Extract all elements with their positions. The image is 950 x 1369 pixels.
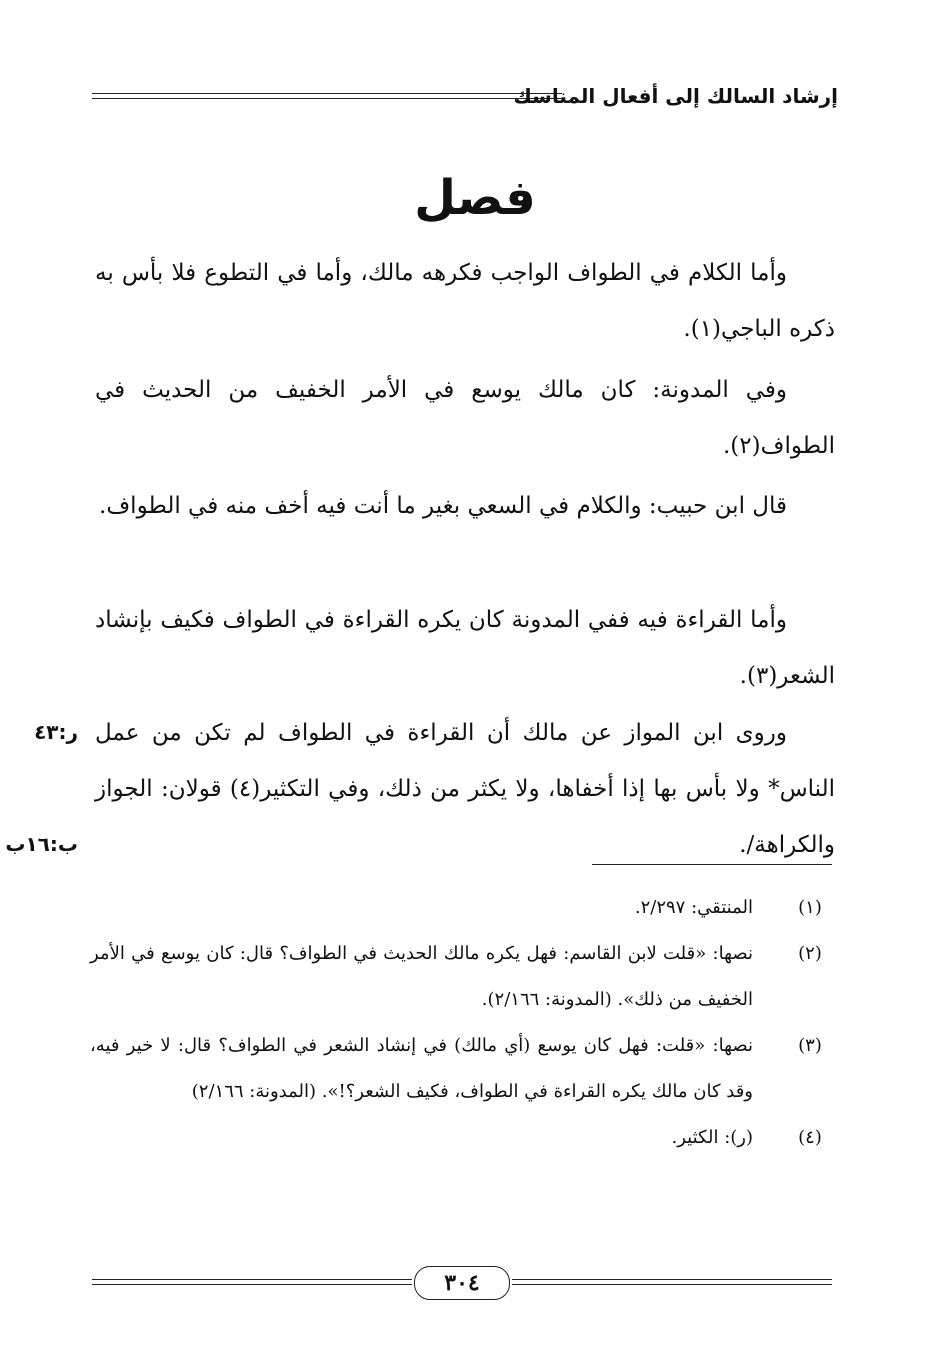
- footer-rule: [92, 1279, 412, 1280]
- paragraph-text: وأما الكلام في الطواف الواجب فكرهه مالك، وأما في التطوع فلا بأس به ذكره الباجي(١).: [95, 260, 835, 342]
- paragraph: [95, 245, 835, 357]
- book-title: إرشاد السالك إلى أفعال المناسك: [513, 84, 838, 108]
- page-number: ٣٠٤: [414, 1266, 510, 1300]
- footnote-text: (ر): الكثير.: [671, 1127, 753, 1148]
- footnote-separator: [592, 864, 832, 865]
- paragraph-text: وروى ابن المواز عن مالك أن القراءة في الطواف لم تكن من عمل الناس* ولا بأس بها إذا أخفاها، ولا يكثر من ذلك، وفي التكثير(٤) قولان: الجواز والكراهة/.: [95, 720, 835, 858]
- footnote: [90, 885, 835, 931]
- footnotes: [90, 885, 835, 1161]
- footnote-number: (٤): [798, 1127, 822, 1148]
- paragraph: [95, 362, 835, 474]
- footnote: [90, 931, 835, 1023]
- paragraph: [95, 705, 835, 873]
- header-rule: [92, 98, 562, 99]
- paragraph-text: وأما القراءة فيه ففي المدونة كان يكره القراءة في الطواف فكيف بإنشاد الشعر(٣).: [95, 607, 835, 689]
- footnote-number: (٣): [798, 1035, 822, 1056]
- running-header: [92, 84, 838, 118]
- footnote: [90, 1115, 835, 1161]
- section-title: فصل: [414, 170, 536, 226]
- footer-rule: [512, 1284, 832, 1285]
- footnote-number: (٢): [798, 943, 822, 964]
- header-rule: [92, 93, 562, 94]
- paragraph: [95, 478, 835, 534]
- footer-rule: [92, 1284, 412, 1285]
- manuscript-margin-note: ر:٤٣: [34, 720, 78, 744]
- paragraph-text: وفي المدونة: كان مالك يوسع في الأمر الخفيف من الحديث في الطواف(٢).: [95, 377, 835, 459]
- paragraph-text: قال ابن حبيب: والكلام في السعي بغير ما أنت فيه أخف منه في الطواف.: [99, 493, 787, 519]
- paragraph: [95, 592, 835, 704]
- footer-rule: [512, 1279, 832, 1280]
- page-footer: [92, 1266, 832, 1306]
- footnote-text: نصها: «قلت لابن القاسم: فهل يكره مالك الحديث في الطواف؟ قال: كان يوسع في الأمر الخفيف من ذلك». (المدونة: ٢/١٦٦).: [90, 943, 753, 1010]
- footnote-text: نصها: «قلت: فهل كان يوسع (أي مالك) في إنشاد الشعر في الطواف؟ قال: لا خير فيه، وقد كان مالك يكره القراءة في الطواف، فكيف الشعر؟!». (المدونة: ٢/١٦٦): [90, 1035, 753, 1102]
- footnote-text: المنتقي: ٢/٢٩٧.: [634, 897, 753, 918]
- manuscript-margin-note: ب:١٦ب: [5, 832, 78, 856]
- footnote: [90, 1023, 835, 1115]
- footnote-number: (١): [798, 897, 822, 918]
